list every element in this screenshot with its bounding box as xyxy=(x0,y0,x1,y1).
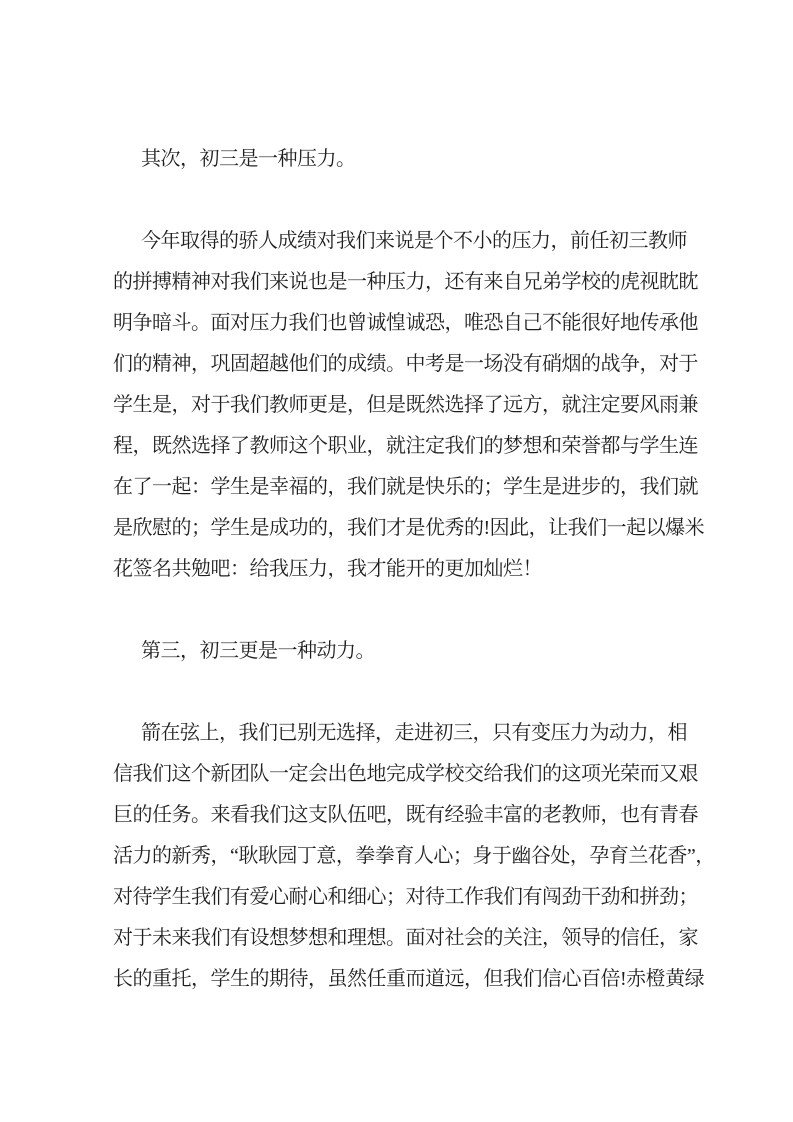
text-line: 今年取得的骄人成绩对我们来说是个不小的压力，前任初三教师 xyxy=(141,230,687,252)
text-line: 花签名共勉吧：给我压力，我才能开的更加灿烂！ xyxy=(113,558,542,580)
text-line: 信我们这个新团队一定会出色地完成学校交给我们的这项光荣而又艰 xyxy=(113,763,698,785)
text-line: 学生是，对于我们教师更是，但是既然选择了远方，就注定要风雨兼 xyxy=(113,394,698,416)
text-line: 在了一起：学生是幸福的，我们就是快乐的；学生是进步的，我们就 xyxy=(113,476,698,498)
text-line: 是欣慰的；学生是成功的，我们才是优秀的!因此，让我们一起以爆米 xyxy=(113,517,705,539)
text-line: 其次，初三是一种压力。 xyxy=(141,148,356,170)
text-line: 对于未来我们有设想梦想和理想。面对社会的关注，领导的信任，家 xyxy=(113,927,698,949)
paragraph-subheading-1 xyxy=(113,139,705,180)
text-line: 箭在弦上，我们已别无选择，走进初三，只有变压力为动力，相 xyxy=(141,722,687,744)
text-line: 第三，初三更是一种动力。 xyxy=(141,640,375,662)
text-line: 明争暗斗。面对压力我们也曾诚惶诚恐，唯恐自己不能很好地传承他 xyxy=(113,312,698,334)
text-line: 程，既然选择了教师这个职业，就注定我们的梦想和荣誉都与学生连 xyxy=(113,435,698,457)
paragraph-subheading-2 xyxy=(113,631,705,672)
text-line: 长的重托，学生的期待，虽然任重而道远，但我们信心百倍!赤橙黄绿 xyxy=(113,968,705,990)
text-line: 对待学生我们有爱心耐心和细心；对待工作我们有闯劲干劲和拼劲； xyxy=(113,886,698,908)
text-line: 活力的新秀，“耿耿园丁意，拳拳育人心；身于幽谷处，孕育兰花香”， xyxy=(113,845,715,867)
text-line: 们的精神，巩固超越他们的成绩。中考是一场没有硝烟的战争，对于 xyxy=(113,353,698,375)
paragraph-body-2 xyxy=(113,713,715,1000)
text-line: 巨的任务。来看我们这支队伍吧，既有经验丰富的老教师，也有青春 xyxy=(113,804,698,826)
text-line: 的拼搏精神对我们来说也是一种压力，还有来自兄弟学校的虎视眈眈 xyxy=(113,271,698,293)
paragraph-body-1 xyxy=(113,221,705,590)
